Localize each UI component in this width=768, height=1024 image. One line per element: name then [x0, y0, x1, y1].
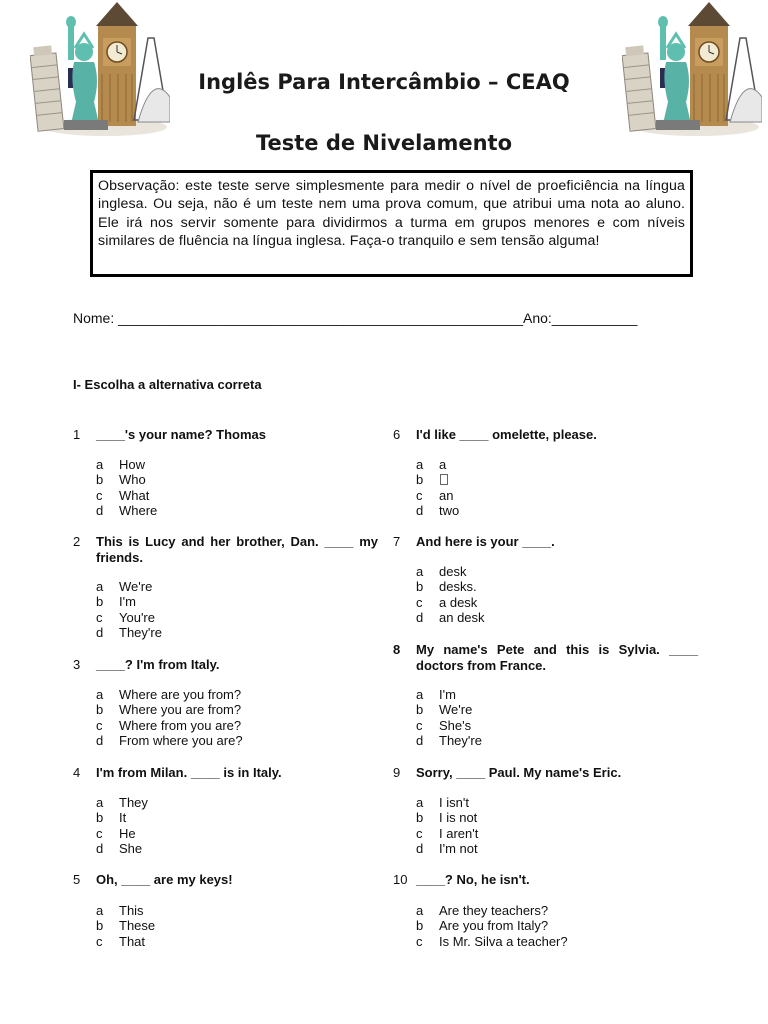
option[interactable]: a They	[96, 795, 148, 810]
question-stem: ____? No, he isn't.	[416, 872, 530, 887]
option[interactable]: d I'm not	[416, 840, 478, 856]
option[interactable]: c What	[96, 487, 150, 503]
question-stem: And here is your ____.	[416, 534, 555, 549]
question-number: 4	[73, 765, 81, 780]
question-stem: This is Lucy and her brother, Dan. ____ my friends.	[96, 534, 378, 565]
option[interactable]: c That	[96, 933, 146, 949]
option[interactable]: b I'm	[96, 594, 136, 610]
option-list	[96, 579, 162, 640]
option[interactable]: b desks.	[416, 579, 477, 595]
missing-glyph-box	[440, 474, 448, 485]
option[interactable]: b Where you are from?	[96, 702, 242, 718]
option-list	[96, 795, 148, 856]
question-number: 2	[73, 534, 81, 549]
question-stem: I'm from Milan. ____ is in Italy.	[96, 765, 282, 780]
option[interactable]: a Are they teachers?	[416, 903, 549, 918]
page-subtitle: Teste de Nivelamento	[255, 131, 513, 155]
option[interactable]: b Who	[96, 472, 146, 488]
option[interactable]: c She's	[416, 717, 472, 733]
option[interactable]: a How	[96, 457, 146, 472]
option-list	[416, 795, 478, 856]
option[interactable]: c I aren't	[416, 825, 479, 841]
option[interactable]: c Where from you are?	[96, 717, 242, 733]
option[interactable]: d From where you are?	[96, 732, 243, 748]
option[interactable]: d Where	[96, 502, 158, 518]
option[interactable]: a I'm	[416, 687, 456, 702]
observation-note: Observação: este teste serve simplesmente para medir o nível de proeficiência na língua inglesa. Ou seja, não é um teste nem uma prova comum, que atribui uma nota ao aluno. Ele irá nos servir somente para dividirmos a turma em grupos menores e com níveis similares de fluência na língua inglesa. Faça-o tranquilo e sem tensão alguma!	[90, 170, 693, 277]
option-list	[416, 903, 568, 949]
option[interactable]: d They're	[416, 732, 482, 748]
question-number: 5	[73, 872, 81, 887]
question-stem: Oh, ____ are my keys!	[96, 872, 233, 887]
option[interactable]: b These	[96, 918, 156, 934]
question-stem: I'd like ____ omelette, please.	[416, 427, 597, 442]
option[interactable]: b I is not	[416, 810, 478, 826]
option[interactable]: a desk	[416, 564, 467, 579]
question-number: 6	[393, 427, 401, 442]
question-stem: My name's Pete and this is Sylvia. ____ doctors from France.	[416, 642, 698, 673]
option[interactable]: c You're	[96, 609, 155, 625]
name-year-line: Nome: ____________________________________________________Ano:___________	[73, 310, 638, 326]
option-list	[416, 564, 485, 625]
option[interactable]: a I isn't	[416, 795, 469, 810]
question-number: 1	[73, 427, 81, 442]
option[interactable]: d They're	[96, 624, 162, 640]
option-list	[416, 687, 482, 748]
option[interactable]: c Is Mr. Silva a teacher?	[416, 933, 568, 949]
option[interactable]: d two	[416, 502, 460, 518]
option[interactable]: d an desk	[416, 609, 485, 625]
question-stem: ____'s your name? Thomas	[96, 427, 266, 442]
question-stem: ____? I'm from Italy.	[96, 657, 220, 672]
question-number: 8	[393, 642, 401, 657]
option-list	[96, 687, 243, 748]
option[interactable]: d She	[96, 840, 143, 856]
option[interactable]: b	[416, 472, 459, 487]
page-title: Inglês Para Intercâmbio – CEAQ	[198, 70, 570, 94]
option[interactable]: b It	[96, 810, 127, 826]
option[interactable]: b We're	[416, 702, 473, 718]
section-title: I- Escolha a alternativa correta	[73, 377, 262, 392]
question-stem: Sorry, ____ Paul. My name's Eric.	[416, 765, 622, 780]
option[interactable]: b Are you from Italy?	[416, 918, 549, 934]
option-list	[96, 903, 155, 949]
option[interactable]: a Where are you from?	[96, 687, 242, 702]
option[interactable]: a This	[96, 903, 144, 918]
question-number: 10	[393, 872, 408, 887]
option[interactable]: a a	[416, 457, 447, 472]
question-number: 3	[73, 657, 81, 672]
option-list	[416, 457, 459, 518]
option[interactable]: a We're	[96, 579, 153, 594]
option[interactable]: c a desk	[416, 594, 478, 610]
question-number: 7	[393, 534, 401, 549]
option[interactable]: c an	[416, 487, 454, 503]
question-number: 9	[393, 765, 401, 780]
option[interactable]: c He	[96, 825, 136, 841]
option-list	[96, 457, 157, 518]
